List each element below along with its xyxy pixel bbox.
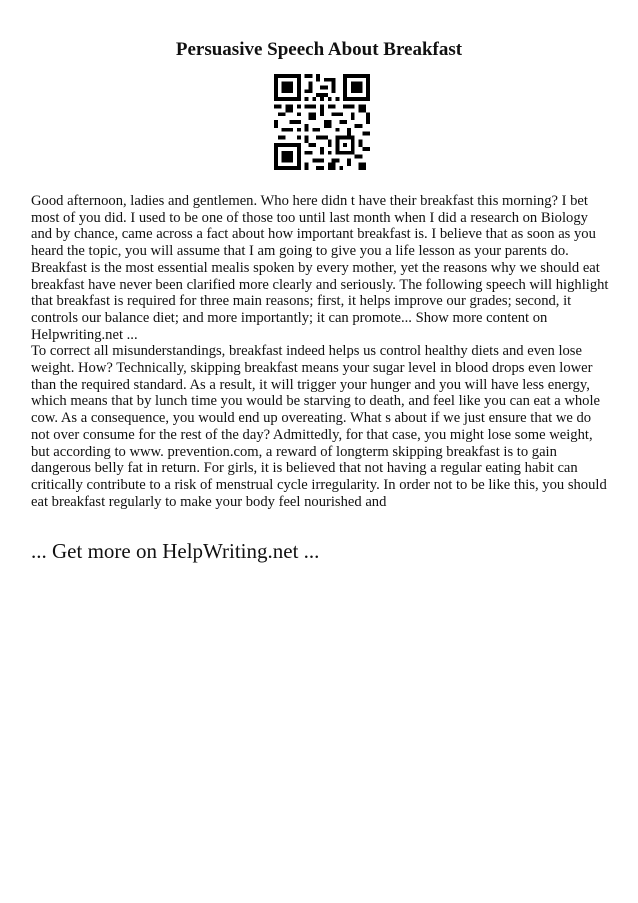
article-body [31, 193, 611, 510]
qr-code-graphic [274, 74, 370, 170]
get-more-link[interactable]: ... Get more on HelpWriting.net ... [31, 539, 320, 563]
paragraph: Good afternoon, ladies and gentlemen. Who here didn t have their breakfast this morning? I bet most of you did. I used to be one of those too until last month when I did a research on Biology and by chance, came across a fact about how important breakfast is. I believe that as soon as you heard the topic, you will assume that I am going to give you a life lesson as your parents do. Breakfast is the most essential mealis spoken by every mother, yet the reasons why we should eat breakfast have never been clarified more clearly and seriously. The following speech will highlight that breakfast is required for three main reasons; first, it helps improve our grades; second, it controls our balance diet; and more importantly; it can promote... Show more content on Helpwriting.net ... [31, 193, 609, 343]
qr-code-icon[interactable] [274, 74, 370, 170]
page-title: Persuasive Speech About Breakfast [175, 39, 463, 60]
paragraph: To correct all misunderstandings, breakfast indeed helps us control healthy diets and even lose weight. How? Technically, skipping breakfast means your sugar level in blood drops even lower than the required standard. As a result, it will trigger your hunger and you will have less energy, which means that by lunch time you would be starving to death, and feel like you can eat a whole cow. As a consequence, you would end up overeating. What s about if we just ensure that we do not over consume for the rest of the day? Admittedly, for that case, you might lose some weight, but according to www. prevention.com, a reward of longterm skipping breakfast is to gain dangerous belly fat in return. For girls, it is believed that not having a regular eating habit can critically contribute to a risk of menstrual cycle irregularity. In order not to be like this, you should eat breakfast regularly to make your body feel nourished and [31, 343, 607, 510]
